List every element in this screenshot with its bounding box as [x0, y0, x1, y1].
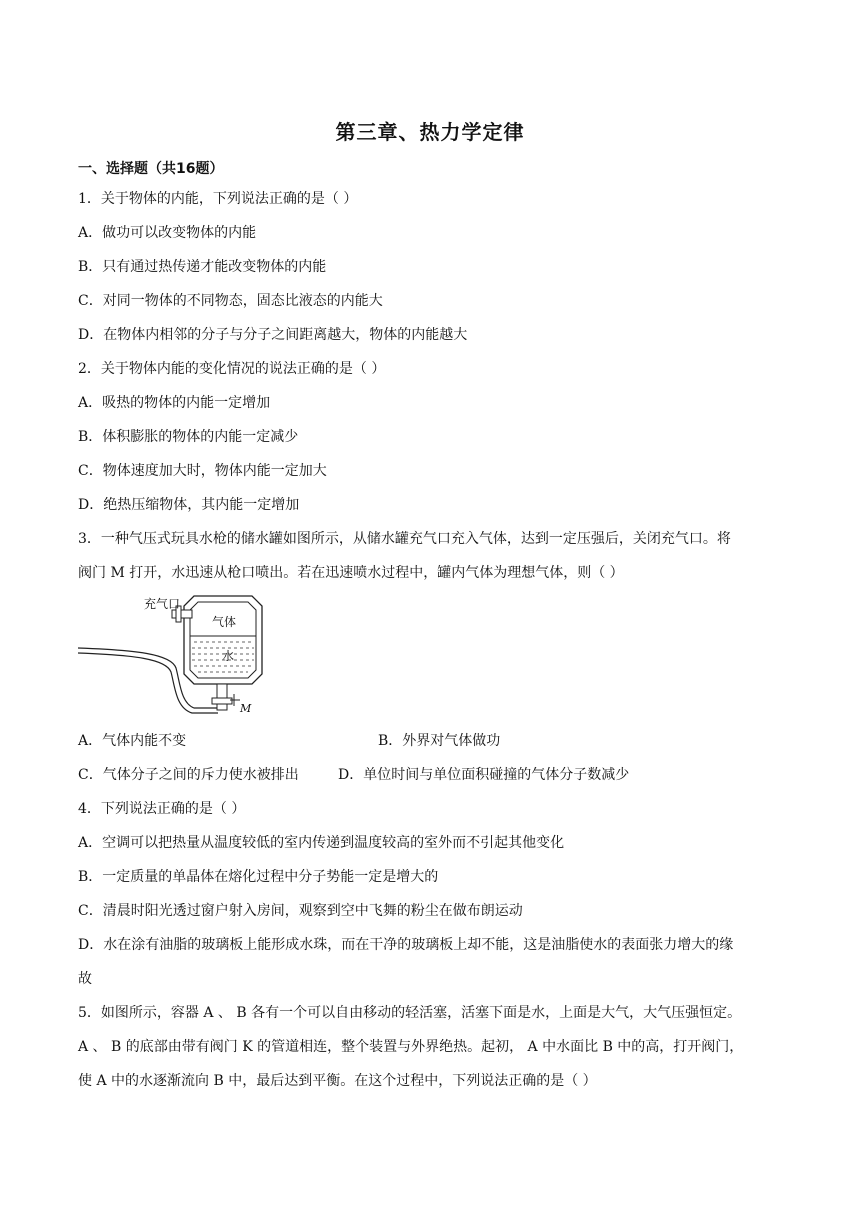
q4-option-d-line1: D．水在涂有油脂的玻璃板上能形成水珠，而在干净的玻璃板上却不能，这是油脂使水的表面张力增大的缘	[78, 937, 734, 953]
q5-stem-line3: 使 A 中的水逐渐流向 B 中，最后达到平衡。在这个过程中，下列说法正确的是（ ）	[78, 1073, 597, 1089]
q4-option-b: B．一定质量的单晶体在熔化过程中分子势能一定是增大的	[78, 869, 439, 885]
q5-stem-line2: A 、 B 的底部由带有阀门 K 的管道相连，整个装置与外界绝热。起初， A 中水面比 B 中的高，打开阀门，	[78, 1039, 744, 1055]
chapter-title: 第三章、热力学定律	[335, 120, 525, 144]
q3-option-c: C．气体分子之间的斥力使水被排出	[78, 767, 299, 783]
q3-option-b: B．外界对气体做功	[378, 733, 501, 749]
q2-option-d: D．绝热压缩物体，其内能一定增加	[78, 497, 300, 513]
q1-option-d: D．在物体内相邻的分子与分子之间距离越大，物体的内能越大	[78, 327, 468, 343]
q2-option-c: C．物体速度加大时，物体内能一定加大	[78, 463, 327, 479]
q5-stem-line1: 5．如图所示，容器 A 、 B 各有一个可以自由移动的轻活塞，活塞下面是水，上面是大气，大气压强恒定。	[78, 1005, 742, 1021]
q1-option-c: C．对同一物体的不同物态，固态比液态的内能大	[78, 293, 383, 309]
q3-stem-line2: 阀门 M 打开，水迅速从枪口喷出。若在迅速喷水过程中，罐内气体为理想气体，则（ ）	[78, 565, 624, 581]
q3-option-a: A．气体内能不变	[78, 733, 187, 749]
q4-option-c: C．清晨时阳光透过窗户射入房间，观察到空中飞舞的粉尘在做布朗运动	[78, 903, 523, 919]
section-heading: 一、选择题（共16题）	[78, 161, 224, 177]
figure-label-water: 水	[222, 649, 235, 663]
q4-option-a: A．空调可以把热量从温度较低的室内传递到温度较高的室外而不引起其他变化	[78, 835, 565, 851]
water-gun-tank-figure	[76, 588, 266, 722]
q3-stem-line1: 3．一种气压式玩具水枪的储水罐如图所示，从储水罐充气口充入气体，达到一定压强后，关闭充气口。将	[78, 531, 731, 547]
q1-option-b: B．只有通过热传递才能改变物体的内能	[78, 259, 327, 275]
figure-label-valve-m: M	[240, 702, 252, 715]
q2-stem: 2．关于物体内能的变化情况的说法正确的是（ ）	[78, 361, 386, 377]
q2-option-a: A．吸热的物体的内能一定增加	[78, 395, 271, 411]
q2-option-b: B．体积膨胀的物体的内能一定减少	[78, 429, 299, 445]
q4-stem: 4．下列说法正确的是（ ）	[78, 801, 246, 817]
q3-option-d: D．单位时间与单位面积碰撞的气体分子数减少	[338, 767, 630, 783]
q1-option-a: A．做功可以改变物体的内能	[78, 225, 257, 241]
q4-option-d-line2: 故	[78, 971, 92, 987]
q1-stem: 1．关于物体的内能，下列说法正确的是（ ）	[78, 191, 358, 207]
figure-label-inlet: 充气口	[144, 597, 181, 611]
figure-label-gas: 气体	[212, 615, 237, 629]
water-gun-tank-diagram	[76, 588, 266, 718]
